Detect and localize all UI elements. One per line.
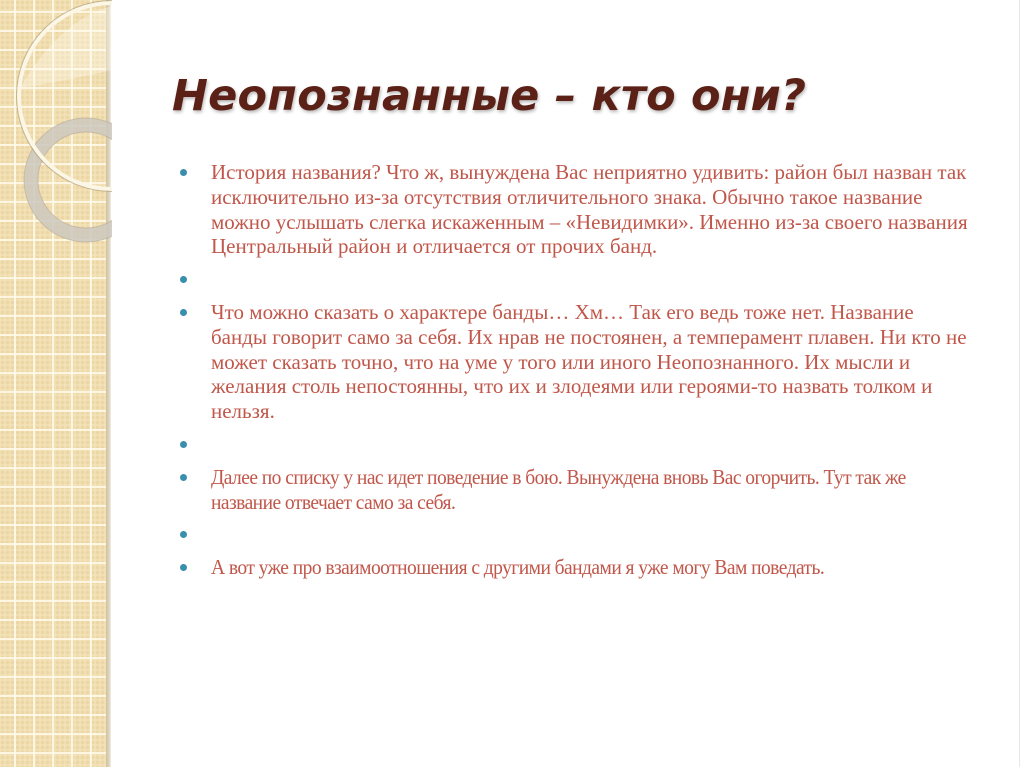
- slide-title: Неопознанные – кто они?: [172, 71, 807, 121]
- bullet-item-character: [174, 300, 974, 424]
- slide-right-border: [1019, 0, 1020, 767]
- decorative-rings-icon: [0, 0, 112, 260]
- bullet-text: А вот уже про взаимоотношения с другими бандами я уже могу Вам поведать.: [211, 555, 825, 580]
- bullet-dot-icon: [180, 309, 187, 316]
- bullet-dot-icon: [180, 531, 187, 538]
- bullet-list: [174, 160, 974, 580]
- bullet-dot-icon: [180, 474, 187, 481]
- bullet-item-empty: [174, 267, 974, 292]
- bullet-text: История названия? Что ж, вынуждена Вас неприятно удивить: район был назван так исключительно из-за отсутствия отличительного знака. Обычно такое название можно услышать слегка искаженным – «Невидимки». Именно из-за своего названия Центральный район и отличается от прочих банд.: [211, 160, 968, 259]
- bullet-dot-icon: [180, 441, 187, 448]
- bullet-text: Что можно сказать о характере банды… Хм… Так его ведь тоже нет. Название банды говорит само за себя. Их нрав не постоянен, а темперамент плавен. Ни кто не может сказать точно, что на уме у того или иного Неопознанного. Их мысли и желания столь непостоянны, что их и злодеями или героями-то назвать толком и нельзя.: [211, 299, 967, 424]
- bullet-item-relations: [174, 555, 974, 580]
- bullet-item-empty: [174, 522, 974, 547]
- bullet-dot-icon: [180, 169, 187, 176]
- bullet-item-history: [174, 160, 974, 259]
- bullet-item-empty: [174, 432, 974, 457]
- bullet-dot-icon: [180, 564, 187, 571]
- bullet-item-combat: [174, 465, 974, 515]
- bullet-dot-icon: [180, 276, 187, 283]
- bullet-text: Далее по списку у нас идет поведение в бою. Вынуждена вновь Вас огорчить. Тут так же название отвечает само за себя.: [211, 464, 906, 514]
